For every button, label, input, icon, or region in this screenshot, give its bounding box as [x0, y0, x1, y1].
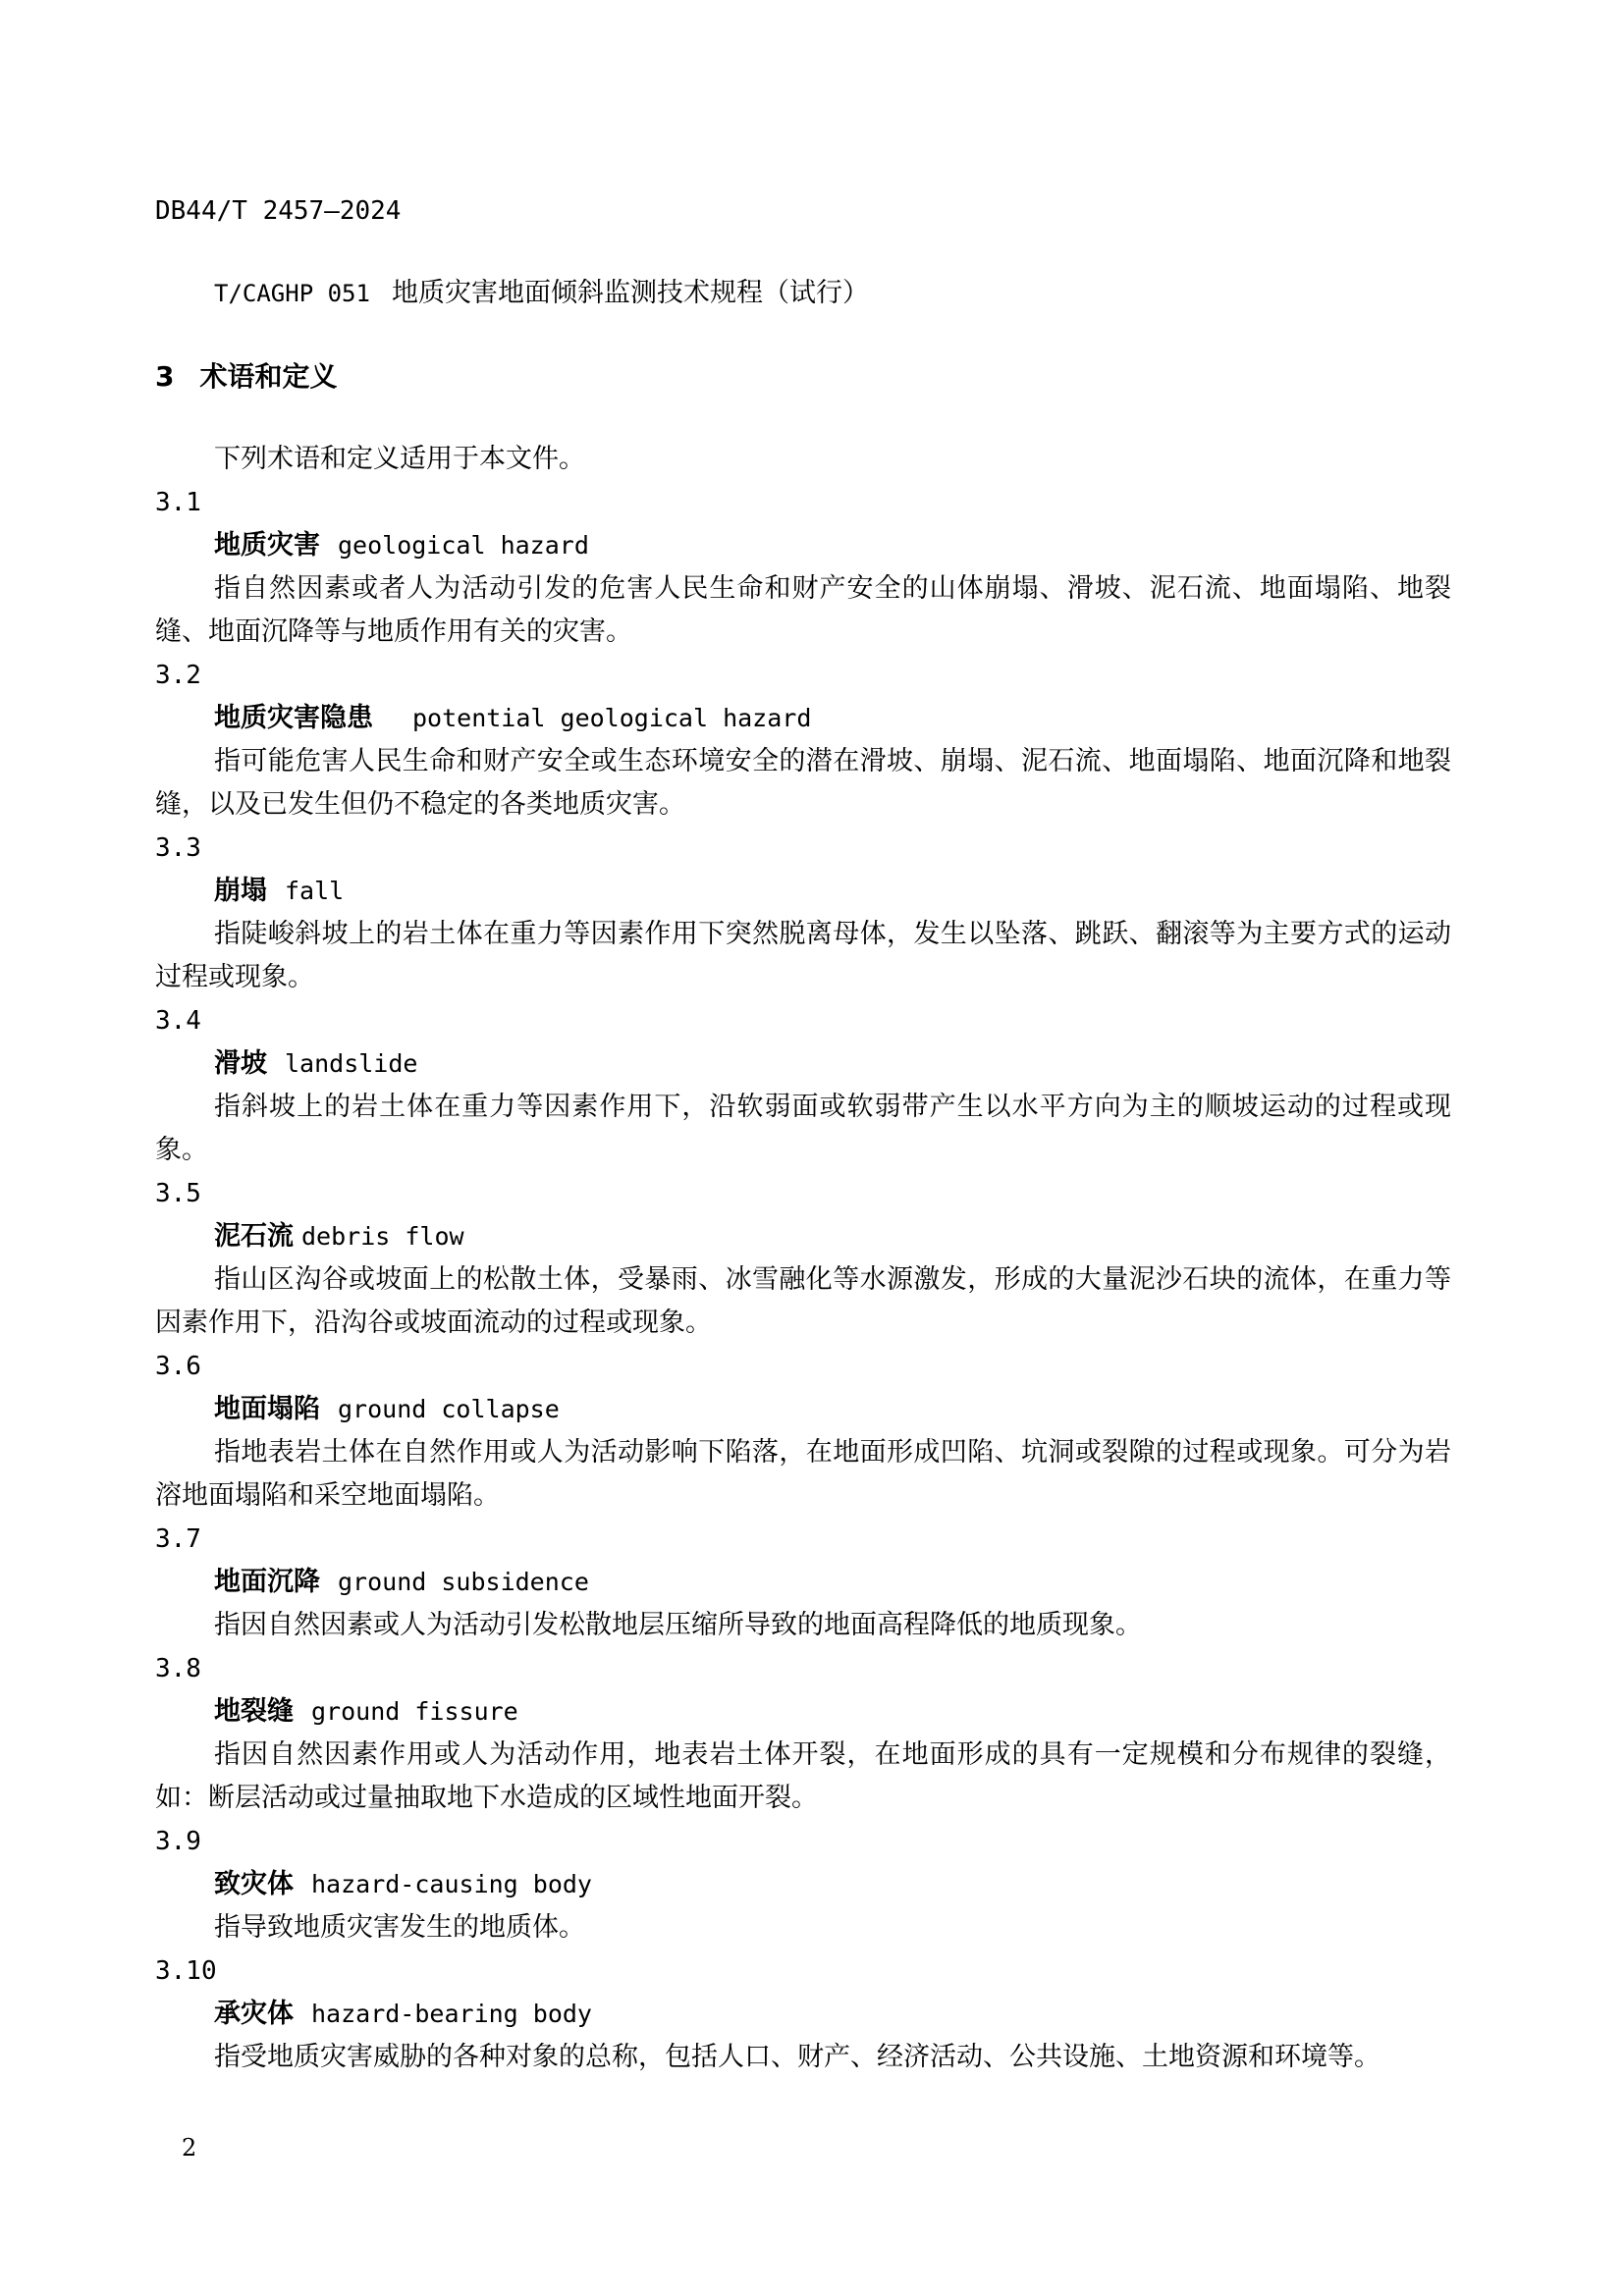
term-number: 3.2: [155, 661, 201, 690]
page-number: 2: [182, 2134, 197, 2162]
term-entry: [155, 1172, 1451, 1345]
section-number: 3: [155, 360, 175, 393]
term-entry: [155, 1647, 1451, 1820]
term-entry: [155, 654, 1451, 827]
term-definition: 指自然因素或者人为活动引发的危害人民生命和财产安全的山体崩塌、滑坡、泥石流、地面塌陷、地裂缝、地面沉降等与地质作用有关的灾害。: [155, 573, 1451, 647]
term-english: ground collapse: [338, 1395, 560, 1423]
term-chinese: 承灾体: [214, 1999, 294, 2029]
term-number: 3.9: [155, 1827, 201, 1856]
term-english: fall: [285, 877, 345, 905]
term-number: 3.3: [155, 833, 201, 863]
term-english: geological hazard: [338, 531, 589, 560]
term-heading: [155, 524, 1451, 567]
term-entry: [155, 481, 1451, 654]
term-number: 3.5: [155, 1179, 201, 1208]
section-title: 术语和定义: [199, 360, 338, 393]
term-number: 3.7: [155, 1524, 201, 1554]
term-chinese: 滑坡: [214, 1048, 267, 1079]
term-heading: [155, 870, 1451, 913]
term-chinese: 致灾体: [214, 1869, 294, 1899]
term-entry: [155, 1820, 1451, 1949]
term-entry: [155, 1949, 1451, 2079]
term-entry: [155, 999, 1451, 1172]
term-heading: [155, 1042, 1451, 1086]
document-body: [155, 438, 1451, 2079]
term-heading: [155, 1863, 1451, 1906]
term-definition: 指陡峻斜坡上的岩土体在重力等因素作用下突然脱离母体，发生以坠落、跳跃、翻滚等为主要方式的运动过程或现象。: [155, 919, 1451, 992]
term-number: 3.4: [155, 1006, 201, 1036]
term-english: hazard-causing body: [311, 1870, 592, 1898]
term-chinese: 崩塌: [214, 876, 267, 906]
term-chinese: 地裂缝: [214, 1696, 294, 1727]
term-english: ground subsidence: [338, 1568, 589, 1596]
term-chinese: 地面塌陷: [214, 1394, 320, 1424]
term-definition: 指导致地质灾害发生的地质体。: [214, 1912, 585, 1943]
term-definition: 指因自然因素作用或人为活动作用，地表岩土体开裂，在地面形成的具有一定规模和分布规律的裂缝，如：断层活动或过量抽取地下水造成的区域性地面开裂。: [155, 1739, 1451, 1813]
term-heading: [155, 1690, 1451, 1734]
term-english: potential geological hazard: [412, 704, 812, 732]
term-heading: [155, 1561, 1451, 1604]
term-chinese: 地质灾害隐患: [214, 703, 373, 733]
term-number: 3.8: [155, 1654, 201, 1683]
term-heading: [155, 1388, 1451, 1431]
section-heading: [155, 355, 338, 395]
term-definition: 指斜坡上的岩土体在重力等因素作用下，沿软弱面或软弱带产生以水平方向为主的顺坡运动的过程或现象。: [155, 1092, 1451, 1165]
term-english: landslide: [285, 1049, 418, 1078]
term-english: hazard-bearing body: [311, 2000, 592, 2028]
term-heading: [155, 1993, 1451, 2036]
term-chinese: 地质灾害: [214, 530, 320, 561]
term-english: debris flow: [301, 1222, 464, 1251]
normative-reference: [214, 271, 869, 309]
term-chinese: 地面沉降: [214, 1567, 320, 1597]
document-header-id: DB44/T 2457—2024: [155, 196, 402, 226]
term-chinese: 泥石流: [214, 1221, 294, 1252]
term-heading: [155, 1215, 1451, 1258]
term-definition: 指可能危害人民生命和财产安全或生态环境安全的潜在滑坡、崩塌、泥石流、地面塌陷、地面沉降和地裂缝，以及已发生但仍不稳定的各类地质灾害。: [155, 746, 1451, 820]
term-definition: 指地表岩土体在自然作用或人为活动影响下陷落，在地面形成凹陷、坑洞或裂隙的过程或现象。可分为岩溶地面塌陷和采空地面塌陷。: [155, 1437, 1451, 1511]
term-definition: 指受地质灾害威胁的各种对象的总称，包括人口、财产、经济活动、公共设施、土地资源和环境等。: [214, 2042, 1380, 2072]
term-definition: 指山区沟谷或坡面上的松散土体，受暴雨、冰雪融化等水源激发，形成的大量泥沙石块的流体，在重力等因素作用下，沿沟谷或坡面流动的过程或现象。: [155, 1264, 1451, 1338]
term-number: 3.6: [155, 1352, 201, 1381]
intro-paragraph: 下列术语和定义适用于本文件。: [214, 444, 585, 474]
term-number: 3.1: [155, 488, 201, 517]
term-english: ground fissure: [311, 1697, 518, 1726]
term-heading: [155, 697, 1451, 740]
term-definition: 指因自然因素或人为活动引发松散地层压缩所导致的地面高程降低的地质现象。: [214, 1610, 1142, 1640]
reference-title: 地质灾害地面倾斜监测技术规程（试行）: [391, 278, 869, 308]
term-number: 3.10: [155, 1956, 217, 1986]
term-entry: [155, 1518, 1451, 1647]
reference-code: T/CAGHP 051: [214, 280, 370, 307]
term-entry: [155, 827, 1451, 999]
term-entry: [155, 1345, 1451, 1518]
